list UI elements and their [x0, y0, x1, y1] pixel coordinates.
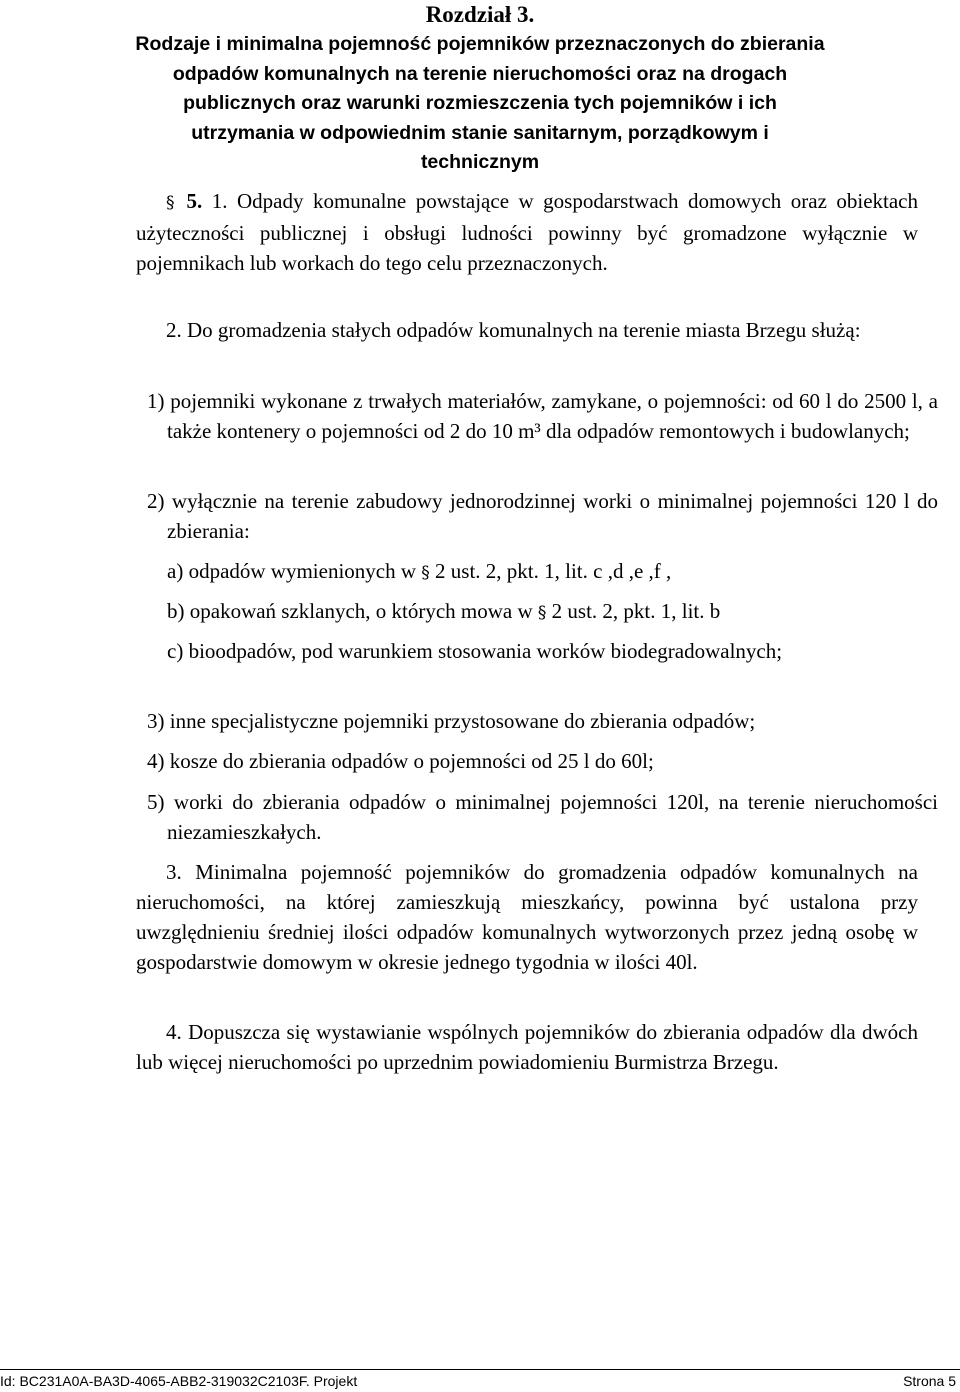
- section-mark: § 5.: [166, 189, 203, 213]
- paragraph-3: 3. Minimalna pojemność pojemników do gromadzenia odpadów komunalnych na nieruchomości, na której zamieszkują mieszkańcy, powinna być ustalona przy uwzględnieniu średniej ilości odpadów komunalnych wytworzonych przez jedną osobę w gospodarstwie domowym w okresie jednego tygodnia w ilości 40l.: [136, 860, 918, 974]
- chapter-heading: Rozdział 3.: [425, 2, 535, 27]
- list-item-2: 2) wyłącznie na terenie zabudowy jednorodzinnej worki o minimalnej pojemności 120 l do zbierania:: [147, 489, 938, 543]
- paragraph-1: [136, 186, 918, 278]
- sub-item-a: a) odpadów wymienionych w § 2 ust. 2, pkt. 1, lit. c ,d ,e ,f ,: [167, 559, 672, 583]
- page-number: Strona 5: [903, 1373, 956, 1389]
- list-item-4: 4) kosze do zbierania odpadów o pojemności od 25 l do 60l;: [147, 749, 654, 773]
- paragraph-2: 2. Do gromadzenia stałych odpadów komunalnych na terenie miasta Brzegu służą:: [166, 318, 861, 342]
- page-footer: [0, 1369, 960, 1392]
- document-id: Id: BC231A0A-BA3D-4065-ABB2-319032C2103F. Projekt: [0, 1373, 358, 1389]
- list-item-3: 3) inne specjalistyczne pojemniki przystosowane do zbierania odpadów;: [147, 709, 756, 733]
- list-item-1: 1) pojemniki wykonane z trwałych materiałów, zamykane, o pojemności: od 60 l do 2500 l, a także kontenery o pojemności od 2 do 10 m³ dla odpadów remontowych i budowlanych;: [147, 389, 938, 443]
- sub-item-b: b) opakowań szklanych, o których mowa w § 2 ust. 2, pkt. 1, lit. b: [167, 599, 721, 623]
- list-item-5: 5) worki do zbierania odpadów o minimalnej pojemności 120l, na terenie nieruchomości niezamieszkałych.: [147, 790, 938, 844]
- section-mark: §: [537, 603, 547, 623]
- section-mark: §: [421, 563, 430, 583]
- paragraph-4: 4. Dopuszcza się wystawianie wspólnych pojemników do zbierania odpadów dla dwóch lub więcej nieruchomości po uprzednim powiadomieniu Burmistrza Brzegu.: [136, 1020, 918, 1074]
- paragraph-1-text: 1. Odpady komunalne powstające w gospodarstwach domowych oraz obiektach użyteczności publicznej i obsługi ludności powinny być gromadzone wyłącznie w pojemnikach lub workach do tego celu przeznaczonych.: [136, 189, 918, 275]
- chapter-title: Rodzaje i minimalna pojemność pojemników przeznaczonych do zbierania odpadów komunalnych na terenie nieruchomości oraz na drogach publicznych oraz warunki rozmieszczenia tych pojemników i ich utrzymania w odpowiednim stanie sanitarnym, porządkowym i technicznym: [135, 33, 825, 173]
- sub-item-c: c) bioodpadów, pod warunkiem stosowania worków biodegradowalnych;: [167, 639, 783, 663]
